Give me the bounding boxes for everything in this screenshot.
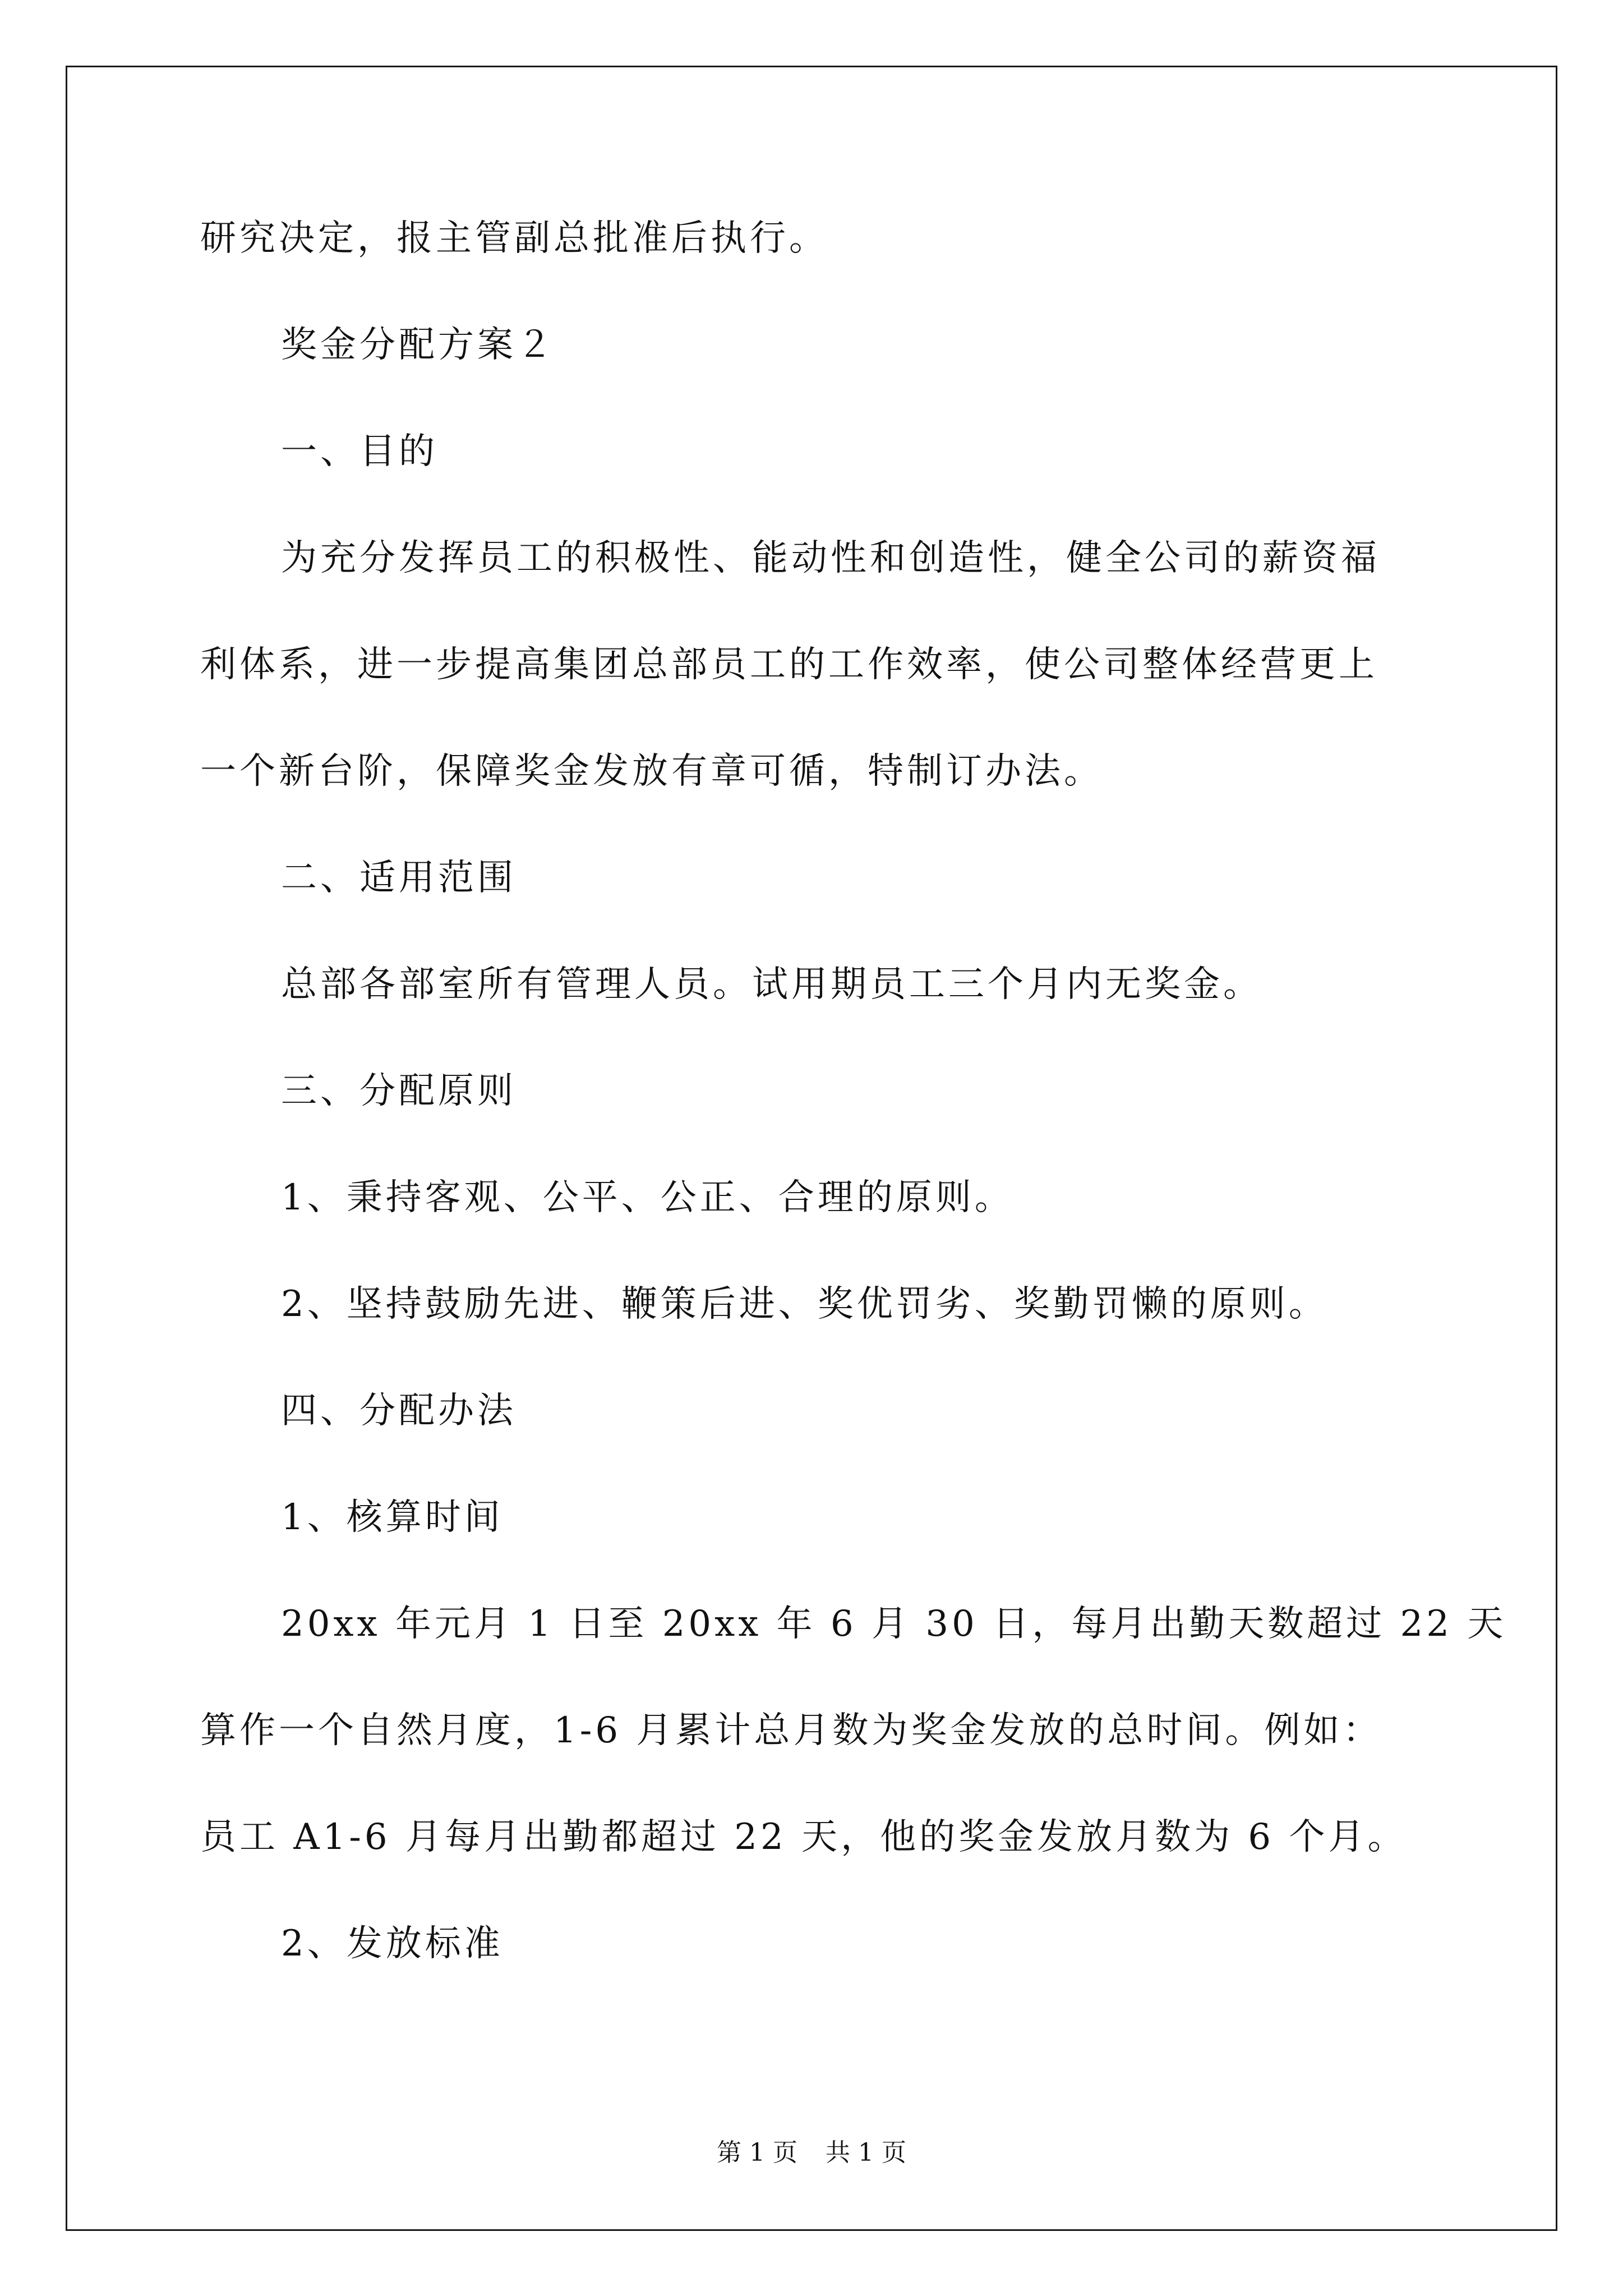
page-total: 共 1 页: [826, 2138, 906, 2167]
heading-scope: 二、适用范围: [281, 857, 517, 899]
page-border: [66, 66, 1557, 2231]
paragraph-line: 研究决定，报主管副总批准后执行。: [200, 218, 828, 259]
paragraph-line: 员工 A1-6 月每月出勤都超过 22 天，他的奖金发放月数为 6 个月。: [200, 1816, 1407, 1858]
paragraph-line: 20xx 年元月 1 日至 20xx 年 6 月 30 日，每月出勤天数超过 22 天: [281, 1603, 1507, 1645]
subheading: 1、核算时间: [281, 1497, 504, 1538]
page-number: 第 1 页: [717, 2138, 797, 2167]
paragraph-line: 为充分发挥员工的积极性、能动性和创造性，健全公司的薪资福: [281, 537, 1380, 579]
list-item: 2、坚持鼓励先进、鞭策后进、奖优罚劣、奖勤罚懒的原则。: [281, 1283, 1328, 1325]
paragraph-line: 算作一个自然月度，1-6 月累计总月数为奖金发放的总时间。例如：: [200, 1710, 1382, 1751]
paragraph-line: 一个新台阶，保障奖金发放有章可循，特制订办法。: [200, 751, 1103, 792]
subheading: 2、发放标准: [281, 1923, 504, 1964]
list-item: 1、秉持客观、公平、公正、合理的原则。: [281, 1177, 1014, 1218]
heading-principles: 三、分配原则: [281, 1070, 517, 1112]
section-title: 奖金分配方案２: [281, 324, 556, 366]
heading-purpose: 一、目的: [281, 431, 438, 472]
page-footer: [0, 2137, 1623, 2169]
paragraph-line: 总部各部室所有管理人员。试用期员工三个月内无奖金。: [281, 964, 1262, 1005]
heading-method: 四、分配办法: [281, 1390, 517, 1432]
paragraph-line: 利体系，进一步提高集团总部员工的工作效率，使公司整体经营更上: [200, 644, 1378, 685]
